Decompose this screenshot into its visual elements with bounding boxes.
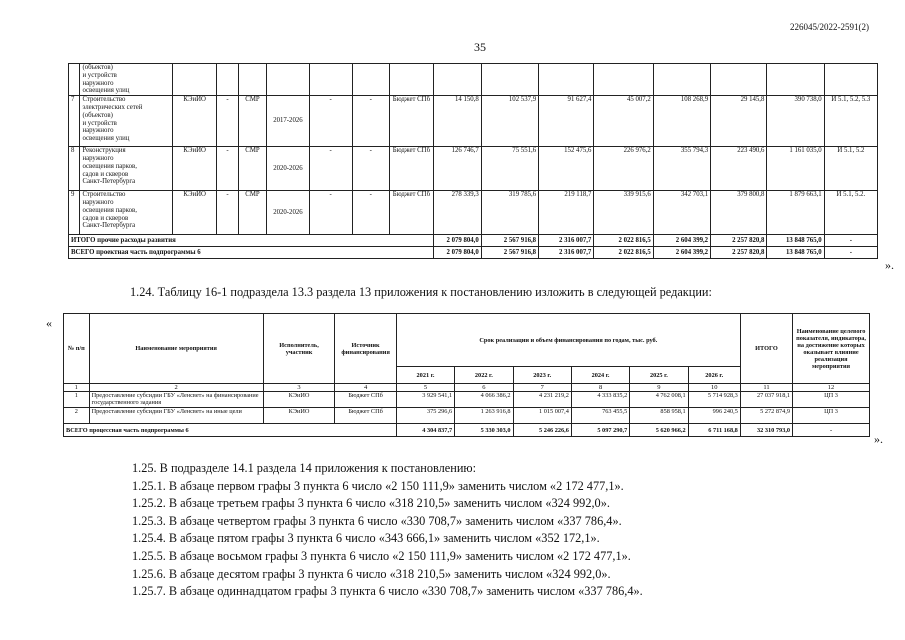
table-cell: [217, 64, 239, 96]
year-value: [653, 64, 710, 96]
total-value: 5 272 874,9: [740, 408, 792, 424]
year-value: 5 330 303,0: [455, 424, 513, 437]
closing-quote: ».: [874, 432, 883, 446]
row-number: 9: [69, 191, 80, 235]
measure-name: Строительство электрических сетей (объектов) и устройств наружного освещения улиц: [80, 96, 173, 147]
year-value: 2 079 804,0: [433, 247, 481, 259]
executor: КЭиИО: [173, 191, 217, 235]
year-value: 278 339,3: [433, 191, 481, 235]
column-index: 9: [630, 384, 688, 392]
year-value: 223 490,6: [711, 147, 767, 191]
year-value: 375 296,6: [396, 408, 454, 424]
table-row: [64, 392, 870, 408]
table-cell: -: [309, 147, 352, 191]
column-index: 7: [513, 384, 571, 392]
list-item: 1.25.1. В абзаце первом графы 3 пункта 6 число «2 150 111,9» заменить числом «2 172 477,1».: [132, 478, 624, 493]
table-cell: [309, 64, 352, 96]
year-value: 152 475,6: [539, 147, 594, 191]
column-index: 5: [396, 384, 454, 392]
column-index: 12: [793, 384, 870, 392]
funding-source: Бюджет СПб: [335, 408, 396, 424]
header-total: ИТОГО: [740, 314, 792, 384]
year-value: 45 007,2: [594, 96, 653, 147]
year-value: 75 551,6: [481, 147, 538, 191]
table-row: [69, 147, 878, 191]
year-value: 4 762 008,1: [630, 392, 688, 408]
document-id: 226045/2022-2591(2): [790, 22, 869, 32]
list-item: 1.25.5. В абзаце восьмом графы 3 пункта 6 число «2 150 111,9» заменить числом «2 172 477,1».: [132, 548, 631, 563]
header-year: 2022 г.: [455, 367, 513, 384]
list-item: 1.25.4. В абзаце пятом графы 3 пункта 6 число «343 666,1» заменить числом «352 172,1».: [132, 531, 600, 546]
header-num: № п/п: [64, 314, 90, 384]
indicator: -: [824, 247, 877, 259]
list-item: 1.25.6. В абзаце десятом графы 3 пункта 6 число «318 210,5» заменить числом «324 992,0».: [132, 566, 611, 581]
table-row: [69, 96, 878, 147]
work-type: СМР: [238, 147, 266, 191]
measure-name: Предоставление субсидии ГБУ «Ленсвет» на финансирование государственного задания: [89, 392, 263, 408]
header-year: 2021 г.: [396, 367, 454, 384]
total-row: [64, 424, 870, 437]
year-value: 996 240,5: [688, 408, 740, 424]
years: 2020-2026: [267, 147, 310, 191]
year-value: [539, 64, 594, 96]
paragraph-1-24: 1.24. Таблицу 16-1 подраздела 13.3 раздела 13 приложения к постановлению изложить в следующей редакции:: [130, 285, 712, 299]
work-type: СМР: [238, 191, 266, 235]
year-value: 102 537,9: [481, 96, 538, 147]
year-value: [433, 64, 481, 96]
row-number: 7: [69, 96, 80, 147]
header-name: Наименование мероприятия: [89, 314, 263, 384]
list-item: 1.25.3. В абзаце четвертом графы 3 пункта 6 число «330 708,7» заменить числом «337 786,4».: [132, 513, 622, 528]
total-row: [69, 235, 878, 247]
year-value: 5 714 928,3: [688, 392, 740, 408]
year-value: [594, 64, 653, 96]
indicator: ЦП 3: [793, 408, 870, 424]
year-value: 2 567 916,8: [481, 235, 538, 247]
work-type: СМР: [238, 96, 266, 147]
list-item: 1.25. В подразделе 14.1 раздела 14 приложения к постановлению:: [132, 461, 477, 475]
indicator: ЦП 3: [793, 392, 870, 408]
year-value: 91 627,4: [539, 96, 594, 147]
indicator: -: [793, 424, 870, 437]
funding-source: Бюджет СПб: [390, 191, 434, 235]
table-row: [69, 64, 878, 96]
header-year: 2024 г.: [571, 367, 629, 384]
years: 2020-2026: [267, 191, 310, 235]
column-index: 8: [571, 384, 629, 392]
row-number: 2: [64, 408, 90, 424]
header-period: Срок реализации и объем финансирования по годам, тыс. руб.: [396, 314, 740, 367]
total-label: ИТОГО прочие расходы развития: [69, 235, 434, 247]
table-cell: -: [352, 147, 390, 191]
executor: КЭиИО: [263, 392, 335, 408]
year-value: 4 066 386,2: [455, 392, 513, 408]
year-value: 5 246 226,6: [513, 424, 571, 437]
total-value: 13 848 765,0: [767, 247, 824, 259]
year-value: 29 145,8: [711, 96, 767, 147]
funding-source: Бюджет СПб: [335, 392, 396, 408]
year-value: 319 785,6: [481, 191, 538, 235]
year-value: 5 620 966,2: [630, 424, 688, 437]
total-value: 390 738,0: [767, 96, 824, 147]
list-item: 1.25.2. В абзаце третьем графы 3 пункта 6 число «318 210,5» заменить числом «324 992,0».: [132, 496, 610, 511]
closing-quote: ».: [885, 258, 894, 272]
executor: КЭиИО: [173, 96, 217, 147]
year-value: 1 263 916,8: [455, 408, 513, 424]
executor: [173, 64, 217, 96]
header-year: 2025 г.: [630, 367, 688, 384]
year-value: 2 257 820,8: [711, 235, 767, 247]
opening-quote: «: [46, 316, 52, 330]
column-index: 6: [455, 384, 513, 392]
year-value: 4 231 219,2: [513, 392, 571, 408]
total-row: [69, 247, 878, 259]
row-number: 1: [64, 392, 90, 408]
column-index: 4: [335, 384, 396, 392]
header-executor: Исполнитель, участник: [263, 314, 335, 384]
page-number: 35: [474, 40, 486, 54]
year-value: 2 022 816,5: [594, 235, 653, 247]
table-cell: -: [217, 191, 239, 235]
row-number: [69, 64, 80, 96]
year-value: 4 333 835,2: [571, 392, 629, 408]
table-cell: [352, 64, 390, 96]
year-value: 226 976,2: [594, 147, 653, 191]
year-value: 6 711 168,8: [688, 424, 740, 437]
executor: КЭиИО: [173, 147, 217, 191]
indicator: И 5.1, 5.2: [824, 147, 877, 191]
year-value: 126 746,7: [433, 147, 481, 191]
total-value: 1 879 663,1: [767, 191, 824, 235]
table-cell: -: [309, 96, 352, 147]
year-value: 219 118,7: [539, 191, 594, 235]
header-indicator: Наименование целевого показателя, индикатора, на достижение которых оказывает влияние реализация мероприятия: [793, 314, 870, 384]
header-year: 2023 г.: [513, 367, 571, 384]
total-value: 13 848 765,0: [767, 235, 824, 247]
year-value: 355 794,3: [653, 147, 710, 191]
funding-source: Бюджет СПб: [390, 147, 434, 191]
list-item: 1.25.7. В абзаце одиннадцатом графы 3 пункта 6 число «330 708,7» заменить числом «337 786,4».: [132, 584, 643, 599]
column-index: 2: [89, 384, 263, 392]
year-value: 339 915,6: [594, 191, 653, 235]
year-value: 342 703,1: [653, 191, 710, 235]
table-cell: -: [217, 147, 239, 191]
total-value: 32 310 793,0: [740, 424, 792, 437]
year-value: 2 604 399,2: [653, 235, 710, 247]
years: [267, 64, 310, 96]
table-cell: -: [352, 96, 390, 147]
table-cell: -: [352, 191, 390, 235]
indicator: -: [824, 235, 877, 247]
row-number: 8: [69, 147, 80, 191]
table-16-1: [63, 313, 870, 437]
column-index: 10: [688, 384, 740, 392]
total-value: [767, 64, 824, 96]
header-source: Источник финансирования: [335, 314, 396, 384]
total-label: ВСЕГО процессная часть подпрограммы 6: [64, 424, 397, 437]
total-label: ВСЕГО проектная часть подпрограммы 6: [69, 247, 434, 259]
year-value: 2 567 916,8: [481, 247, 538, 259]
header-year: 2026 г.: [688, 367, 740, 384]
measure-name: (объектов) и устройств наружного освещения улиц: [80, 64, 173, 96]
total-value: 27 037 918,1: [740, 392, 792, 408]
year-value: 858 958,1: [630, 408, 688, 424]
table-row: [64, 408, 870, 424]
years: 2017-2026: [267, 96, 310, 147]
year-value: 2 079 804,0: [433, 235, 481, 247]
year-value: 3 929 541,1: [396, 392, 454, 408]
funding-source: [390, 64, 434, 96]
total-value: 1 161 035,0: [767, 147, 824, 191]
indicator: И 5.1, 5.2, 5.3: [824, 96, 877, 147]
table-row: [69, 191, 878, 235]
year-value: 2 604 399,2: [653, 247, 710, 259]
year-value: 763 455,5: [571, 408, 629, 424]
year-value: 2 316 007,7: [539, 235, 594, 247]
year-value: [481, 64, 538, 96]
year-value: 2 022 816,5: [594, 247, 653, 259]
funding-table-continued: [68, 63, 878, 259]
amendment-list: [132, 460, 643, 601]
column-index: 1: [64, 384, 90, 392]
table-cell: -: [217, 96, 239, 147]
executor: КЭиИО: [263, 408, 335, 424]
indicator: [824, 64, 877, 96]
year-value: 5 097 290,7: [571, 424, 629, 437]
year-value: 14 150,8: [433, 96, 481, 147]
year-value: 379 800,8: [711, 191, 767, 235]
measure-name: Строительство наружного освещения парков, садов и скверов Санкт-Петербурга: [80, 191, 173, 235]
measure-name: Реконструкция наружного освещения парков, садов и скверов Санкт-Петербурга: [80, 147, 173, 191]
year-value: 2 316 007,7: [539, 247, 594, 259]
measure-name: Предоставление субсидии ГБУ «Ленсвет» на иные цели: [89, 408, 263, 424]
work-type: [238, 64, 266, 96]
funding-source: Бюджет СПб: [390, 96, 434, 147]
column-index: 3: [263, 384, 335, 392]
column-index: 11: [740, 384, 792, 392]
indicator: И 5.1, 5.2.: [824, 191, 877, 235]
year-value: 4 304 837,7: [396, 424, 454, 437]
year-value: 1 015 007,4: [513, 408, 571, 424]
table-cell: -: [309, 191, 352, 235]
year-value: 108 268,9: [653, 96, 710, 147]
year-value: [711, 64, 767, 96]
year-value: 2 257 820,8: [711, 247, 767, 259]
column-index-row: [64, 384, 870, 392]
